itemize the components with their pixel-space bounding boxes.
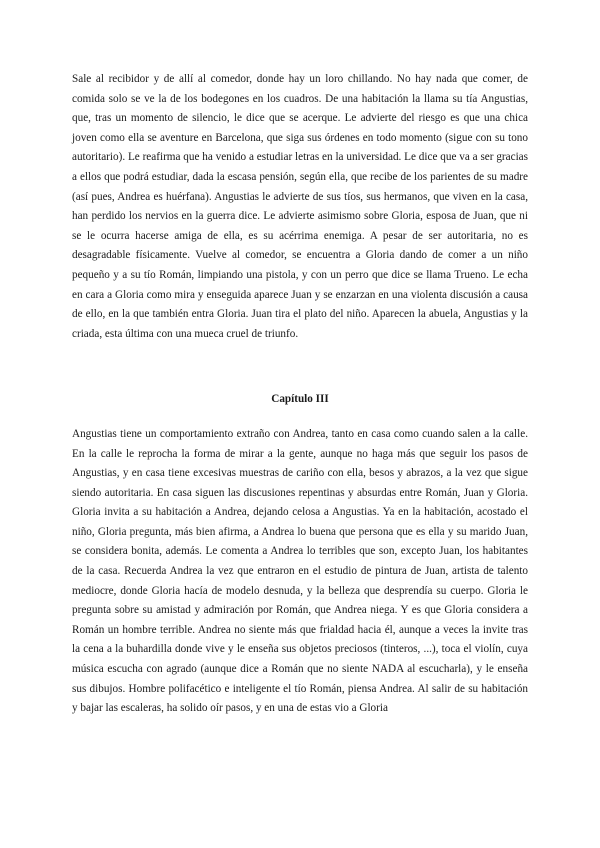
chapter-heading: Capítulo III xyxy=(271,393,329,406)
summary-paragraph-1: Sale al recibidor y de allí al comedor, donde hay un loro chillando. No hay nada que comer, de comida solo se ve la de los bodegones en los cuadros. De una habitación la llama su tía Angustias, que, tras un momento de silencio, le dice que se acerque. Le advierte del riesgo es que una chica joven como ella se aventure en Barcelona, que siga sus órdenes en todo momento (sigue con su tono autoritario). Le reafirma que ha venido a estudiar letras en la universidad. Le dice que va a ser gracias a ellos que podrá estudiar, dada la escasa pensión, según ella, que recibe de los parientes de su madre (así pues, Andrea es huérfana). Angustias le advierte de sus tíos, sus hermanos, que viven en la casa, han perdido los nervios en la guerra dice. Le advierte asimismo sobre Gloria, esposa de Juan, que ni se le ocurra hacerse amiga de ella, es su acérrima enemiga. A pesar de ser autoritaria, no es desagradable físicamente. Vuelve al comedor, se encuentra a Gloria dando de comer a un niño pequeño y a su tío Román, limpiando una pistola, y con un perro que dice se llama Trueno. Le echa en cara a Gloria como mira y enseguida aparece Juan y se enzarzan en una violenta discusión a causa de ello, en la que también entra Gloria. Juan tira el plato del niño. Aparecen la abuela, Angustias y la criada, esta última con una mueca cruel de triunfo. xyxy=(72,73,528,340)
summary-paragraph-2: Angustias tiene un comportamiento extraño con Andrea, tanto en casa como cuando salen a la calle. En la calle le reprocha la forma de mirar a la gente, aunque no haga más que seguir los pasos de Angustias, y en casa tiene excesivas muestras de cariño con ella, besos y abrazos, a la vez que sigue siendo autoritaria. En casa siguen las discusiones repentinas y absurdas entre Román, Juan y Gloria. Gloria invita a su habitación a Andrea, dejando celosa a Angustias. Ya en la habitación, acostado el niño, Gloria pregunta, más bien afirma, a Andrea lo buena que persona que es ella y su marido Juan, se considera bonita, además. Le comenta a Andrea lo terribles que son, excepto Juan, los habitantes de la casa. Recuerda Andrea la vez que entraron en el estudio de pintura de Juan, artista de talento mediocre, donde Gloria hacía de modelo desnuda, y la belleza que desprendía su cuerpo. Gloria le pregunta sobre su amistad y admiración por Román, que Andrea niega. Y es que Gloria considera a Román un hombre terrible. Andrea no siente más que frialdad hacia él, aunque a veces la invite tras la cena a la buhardilla donde vive y le enseña sus objetos preciosos (tinteros, ...), toca el violín, cuya música escucha con agrado (aunque dice a Román que no siente NADA al escucharla), y le enseña sus dibujos. Hombre polifacético e inteligente el tío Román, piensa Andrea. Al salir de su habitación y bajar las escaleras, ha solido oír pasos, y en una de estas vio a Gloria xyxy=(72,427,528,715)
document-page xyxy=(72,70,528,719)
